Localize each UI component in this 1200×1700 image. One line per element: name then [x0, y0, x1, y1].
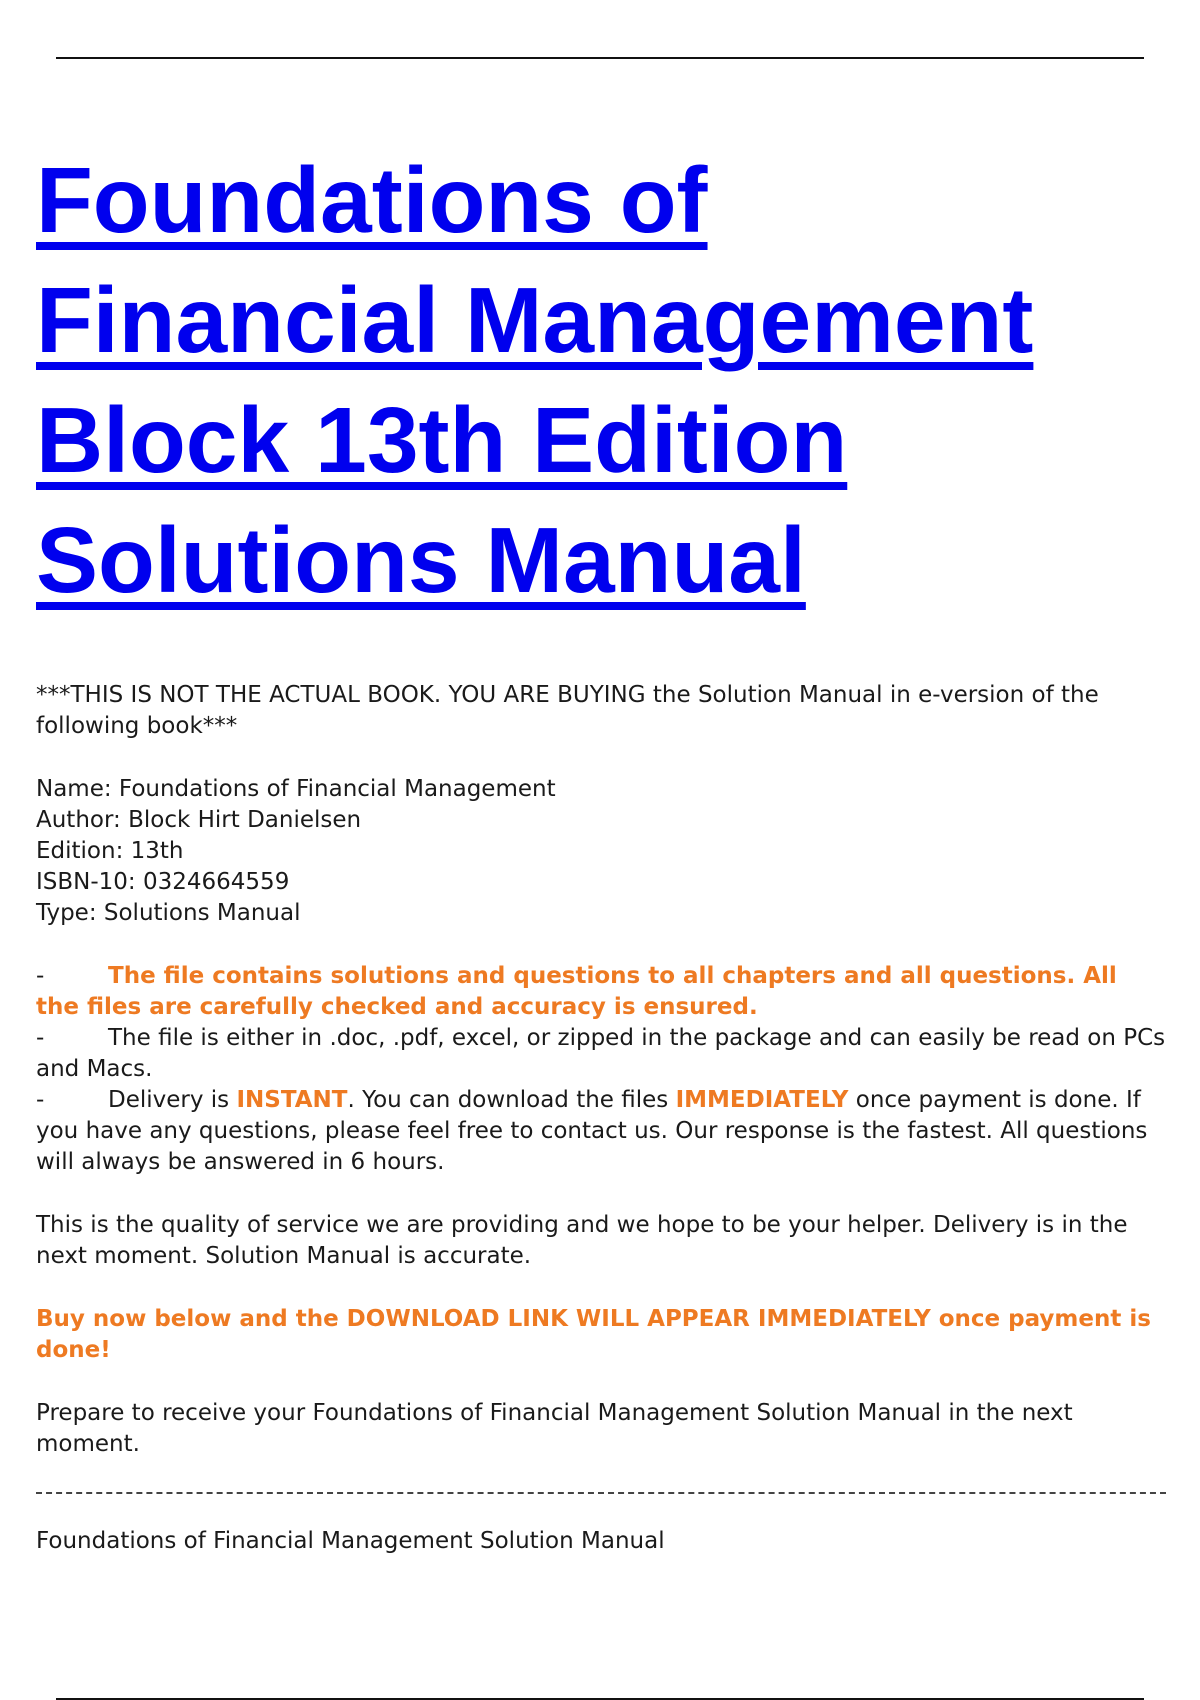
detail-author: Author: Block Hirt Danielsen: [36, 807, 362, 833]
detail-edition: Edition: 13th: [36, 838, 184, 864]
title-line-2: Financial Management: [36, 268, 1034, 372]
dashed-divider: [36, 1492, 1166, 1494]
bullet-dash: -: [36, 963, 45, 989]
bullet-text-3a: Delivery is: [108, 1087, 237, 1113]
top-rule: [56, 57, 1144, 59]
detail-type: Type: Solutions Manual: [36, 900, 301, 926]
bullet-item-3: [36, 1085, 1166, 1178]
bullet-dash: -: [36, 1087, 45, 1113]
prepare-text: Prepare to receive your Foundations of Financial Management Solution Manual in the next moment.: [36, 1400, 1073, 1457]
bullet-item-2: [36, 1023, 1166, 1085]
buy-now-text: Buy now below and the DOWNLOAD LINK WILL APPEAR IMMEDIATELY once payment is done!: [36, 1306, 1151, 1363]
title-line-4: Solutions Manual: [36, 508, 806, 612]
bullet-text-1: The file contains solutions and questions to all chapters and all questions. All the files are carefully checked and accuracy is ensured.: [36, 963, 1117, 1020]
title-line-3: Block 13th Edition: [36, 388, 848, 492]
body-text: [36, 680, 1166, 1460]
footer-text: Foundations of Financial Management Solution Manual: [36, 1528, 665, 1554]
bullet-text-3b: . You can download the files: [347, 1087, 676, 1113]
page-title: [36, 140, 1166, 620]
detail-isbn: ISBN-10: 0324664559: [36, 869, 290, 895]
bullet-text-2: The file is either in .doc, .pdf, excel, or zipped in the package and can easily be read on PCs and Macs.: [36, 1025, 1166, 1082]
bullet-text-3c: once payment is done. If you have any questions, please feel free to contact us. Our response is the fastest. All questions will always be answered in 6 hours.: [36, 1087, 1148, 1175]
notice-text: ***THIS IS NOT THE ACTUAL BOOK. YOU ARE BUYING the Solution Manual in e-version of the following book***: [36, 682, 1099, 739]
bullet-item-1: [36, 961, 1166, 1023]
detail-name: Name: Foundations of Financial Management: [36, 776, 556, 802]
immediately-highlight: IMMEDIATELY: [675, 1087, 849, 1113]
title-link[interactable]: [36, 140, 1033, 620]
title-line-1: Foundations of: [36, 148, 708, 252]
book-details: [36, 774, 1166, 929]
bullet-dash: -: [36, 1025, 45, 1051]
instant-highlight: INSTANT: [236, 1087, 348, 1113]
quality-text: This is the quality of service we are providing and we hope to be your helper. Delivery is in the next moment. Solution Manual is accurate.: [36, 1212, 1128, 1269]
